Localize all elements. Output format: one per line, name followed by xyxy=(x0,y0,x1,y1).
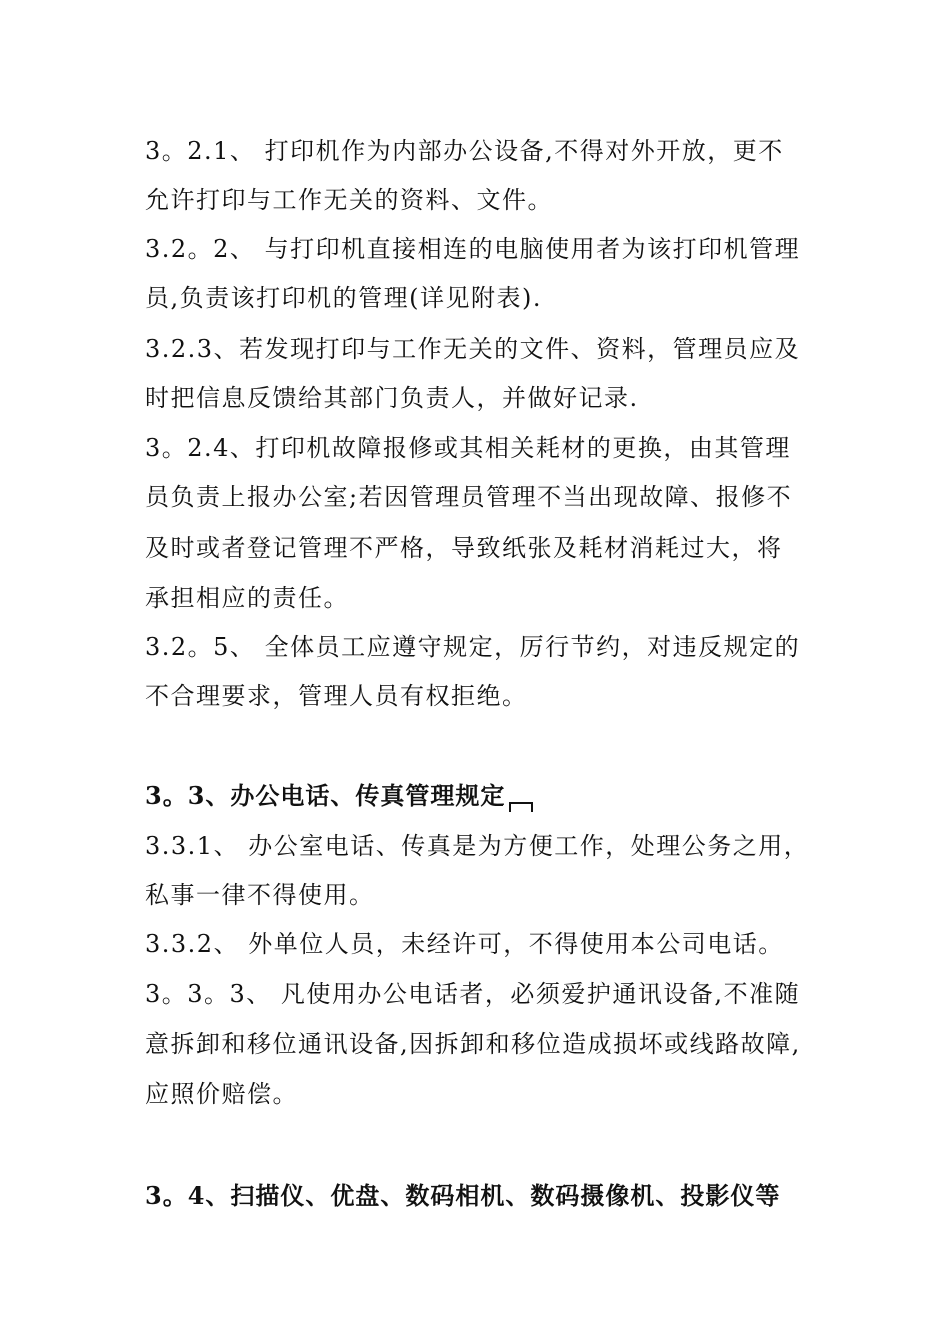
paragraph-3-2-3-line-2: 时把信息反馈给其部门负责人，并做好记录. xyxy=(145,384,639,412)
paragraph-3-2-5-line-1: 3.2。5、 全体员工应遵守规定，厉行节约，对违反规定的 xyxy=(145,633,801,661)
paragraph-3-2-4-line-2: 员负责上报办公室;若因管理员管理不当出现故障、报修不 xyxy=(145,483,793,511)
section-3-3-heading-text: 3。3、办公电话、传真管理规定 xyxy=(145,781,506,810)
paragraph-3-3-1-line-2: 私事一律不得使用。 xyxy=(145,881,375,909)
paragraph-3-2-4-line-3: 及时或者登记管理不严格，导致纸张及耗材消耗过大，将 xyxy=(145,534,783,562)
paragraph-3-2-2-line-1: 3.2。2、 与打印机直接相连的电脑使用者为该打印机管理 xyxy=(145,235,801,263)
paragraph-3-2-2-line-2: 员,负责该打印机的管理(详见附表). xyxy=(145,284,542,312)
paragraph-3-2-5-line-2: 不合理要求，管理人员有权拒绝。 xyxy=(145,682,528,710)
paragraph-3-2-1-line-2: 允许打印与工作无关的资料、文件。 xyxy=(145,186,553,214)
paragraph-3-3-2-line-1: 3.3.2、 外单位人员，未经许可，不得使用本公司电话。 xyxy=(145,930,784,958)
paragraph-3-3-3-line-3: 应照价赔偿。 xyxy=(145,1080,298,1108)
paragraph-mark-icon xyxy=(509,802,533,812)
paragraph-3-3-3-line-1: 3。3。3、 凡使用办公电话者，必须爱护通讯设备,不准随 xyxy=(145,980,801,1008)
paragraph-3-2-4-line-4: 承担相应的责任。 xyxy=(145,584,349,612)
paragraph-3-3-1-line-1: 3.3.1、 办公室电话、传真是为方便工作，处理公务之用， xyxy=(145,832,810,860)
section-3-3-heading xyxy=(145,780,815,812)
section-3-4-heading: 3。4、扫描仪、优盘、数码相机、数码摄像机、投影仪等 xyxy=(145,1181,781,1210)
paragraph-3-2-4-line-1: 3。2.4、打印机故障报修或其相关耗材的更换，由其管理 xyxy=(145,434,791,462)
paragraph-3-2-3-line-1: 3.2.3、若发现打印与工作无关的文件、资料，管理员应及 xyxy=(145,335,801,363)
paragraph-3-3-3-line-2: 意拆卸和移位通讯设备,因拆卸和移位造成损坏或线路故障, xyxy=(145,1030,801,1058)
paragraph-3-2-1-line-1: 3。2.1、 打印机作为内部办公设备,不得对外开放，更不 xyxy=(145,137,784,165)
